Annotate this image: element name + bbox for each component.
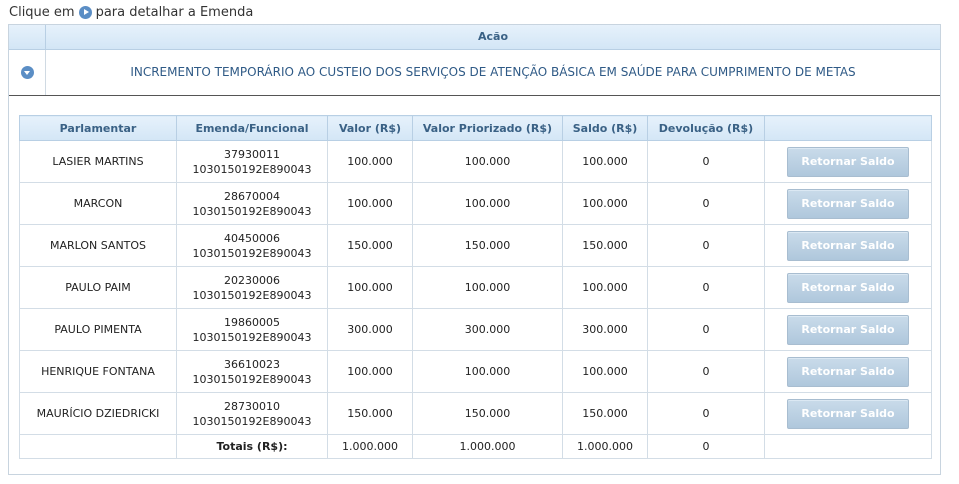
acao-header-label: Acão (477, 30, 508, 43)
saldo-cell (563, 309, 648, 351)
table-row (20, 393, 932, 435)
devolucao-cell-text: 0 (702, 197, 710, 210)
acao-header (9, 25, 940, 50)
parlamentar-cell (20, 225, 177, 267)
valor-cell (328, 141, 413, 183)
col-header-emenda: Emenda/Funcional (177, 116, 328, 141)
emenda-number: 28730010 (224, 399, 280, 413)
devolucao-cell (648, 225, 765, 267)
play-circle-icon (79, 6, 92, 19)
retornar-saldo-button[interactable]: Retornar Saldo (787, 231, 909, 261)
saldo-cell-text: 150.000 (582, 407, 628, 420)
valor-priorizado-cell (413, 183, 563, 225)
valor-priorizado-cell (413, 309, 563, 351)
funcional-code: 1030150192E890043 (192, 204, 312, 218)
parlamentar-cell-text: LASIER MARTINS (52, 155, 144, 168)
action-cell (765, 141, 932, 183)
table-row (20, 351, 932, 393)
devolucao-cell-text: 0 (702, 281, 710, 294)
valor-priorizado-cell-text: 150.000 (464, 407, 511, 420)
devolucao-cell (648, 309, 765, 351)
retornar-saldo-button[interactable]: Retornar Saldo (787, 189, 909, 219)
parlamentar-cell-text: HENRIQUE FONTANA (41, 365, 155, 378)
emenda-cell (177, 225, 328, 267)
valor-cell-text: 100.000 (347, 365, 393, 378)
total-devolucao-cell-text: 0 (702, 440, 710, 453)
emenda-number: 36610023 (224, 357, 280, 371)
total-devolucao-cell (648, 435, 765, 459)
instruction-prefix: Clique em (9, 5, 75, 20)
emenda-cell (177, 141, 328, 183)
emenda-number: 40450006 (224, 231, 280, 245)
col-header-devolucao: Devolução (R$) (648, 116, 765, 141)
saldo-cell (563, 393, 648, 435)
valor-priorizado-cell (413, 267, 563, 309)
emenda-number: 37930011 (224, 147, 280, 161)
valor-priorizado-cell-text: 300.000 (464, 323, 511, 336)
total-valor-cell (328, 435, 413, 459)
devolucao-cell (648, 393, 765, 435)
emenda-number: 19860005 (224, 315, 280, 329)
emenda-cell (177, 183, 328, 225)
action-cell (765, 267, 932, 309)
saldo-cell-text: 100.000 (582, 365, 628, 378)
retornar-saldo-button[interactable]: Retornar Saldo (787, 273, 909, 303)
valor-cell-text: 100.000 (347, 281, 393, 294)
emenda-cell (177, 351, 328, 393)
totals-label: Totais (R$): (177, 435, 328, 459)
funcional-code: 1030150192E890043 (192, 330, 312, 344)
funcional-code: 1030150192E890043 (192, 288, 312, 302)
total-priorizado-cell-text: 1.000.000 (459, 440, 516, 453)
totals-empty-cell (20, 435, 177, 459)
parlamentar-cell (20, 351, 177, 393)
emenda-number: 28670004 (224, 189, 280, 203)
total-saldo-cell (563, 435, 648, 459)
saldo-cell-text: 100.000 (582, 197, 628, 210)
parlamentar-cell-text: MAURÍCIO DZIEDRICKI (36, 407, 160, 420)
parlamentar-cell (20, 393, 177, 435)
table-row (20, 309, 932, 351)
funcional-code: 1030150192E890043 (192, 162, 312, 176)
parlamentar-cell (20, 267, 177, 309)
action-cell (765, 225, 932, 267)
saldo-cell-text: 300.000 (582, 323, 628, 336)
valor-cell (328, 267, 413, 309)
valor-cell (328, 309, 413, 351)
saldo-cell (563, 351, 648, 393)
action-cell (765, 309, 932, 351)
devolucao-cell (648, 267, 765, 309)
devolucao-cell-text: 0 (702, 239, 710, 252)
funcional-code: 1030150192E890043 (192, 246, 312, 260)
valor-cell-text: 150.000 (347, 407, 393, 420)
funcional-code: 1030150192E890043 (192, 414, 312, 428)
devolucao-cell (648, 351, 765, 393)
valor-cell-text: 150.000 (347, 239, 393, 252)
acao-panel (8, 24, 941, 475)
col-header-actions (765, 116, 932, 141)
valor-cell (328, 351, 413, 393)
valor-priorizado-cell (413, 141, 563, 183)
devolucao-cell-text: 0 (702, 365, 710, 378)
devolucao-cell-text: 0 (702, 155, 710, 168)
devolucao-cell (648, 141, 765, 183)
emendas-table (19, 115, 932, 459)
action-cell (765, 351, 932, 393)
parlamentar-cell (20, 309, 177, 351)
devolucao-cell-text: 0 (702, 407, 710, 420)
table-header-row (20, 116, 932, 141)
table-row (20, 225, 932, 267)
devolucao-cell (648, 183, 765, 225)
action-cell (765, 393, 932, 435)
funcional-code: 1030150192E890043 (192, 372, 312, 386)
totals-action-empty-cell (765, 435, 932, 459)
valor-priorizado-cell (413, 393, 563, 435)
valor-priorizado-cell-text: 100.000 (464, 197, 511, 210)
total-saldo-cell-text: 1.000.000 (577, 440, 633, 453)
instruction-text (9, 5, 253, 20)
valor-cell (328, 225, 413, 267)
table-row (20, 141, 932, 183)
valor-priorizado-cell-text: 100.000 (464, 281, 511, 294)
emenda-cell (177, 267, 328, 309)
table-row (20, 183, 932, 225)
saldo-cell-text: 150.000 (582, 239, 628, 252)
valor-priorizado-cell-text: 150.000 (464, 239, 511, 252)
devolucao-cell-text: 0 (702, 323, 710, 336)
saldo-cell-text: 100.000 (582, 155, 628, 168)
retornar-saldo-button[interactable]: Retornar Saldo (787, 315, 909, 345)
parlamentar-cell-text: PAULO PAIM (65, 281, 131, 294)
valor-priorizado-cell (413, 351, 563, 393)
valor-priorizado-cell-text: 100.000 (464, 365, 511, 378)
table-row (20, 267, 932, 309)
parlamentar-cell-text: MARCON (73, 197, 123, 210)
total-priorizado-cell (413, 435, 563, 459)
col-header-valor: Valor (R$) (328, 116, 413, 141)
retornar-saldo-button[interactable]: Retornar Saldo (787, 399, 909, 429)
emenda-cell (177, 393, 328, 435)
chevron-down-circle-icon[interactable] (21, 66, 34, 79)
instruction-suffix: para detalhar a Emenda (95, 5, 254, 20)
saldo-cell (563, 141, 648, 183)
totals-row (20, 435, 932, 459)
valor-cell-text: 100.000 (347, 155, 393, 168)
saldo-cell (563, 267, 648, 309)
saldo-cell (563, 183, 648, 225)
parlamentar-cell-text: MARLON SANTOS (49, 239, 147, 252)
valor-cell-text: 100.000 (347, 197, 393, 210)
emenda-cell (177, 309, 328, 351)
emenda-number: 20230006 (224, 273, 280, 287)
parlamentar-cell (20, 183, 177, 225)
acao-title: INCREMENTO TEMPORÁRIO AO CUSTEIO DOS SERVIÇOS DE ATENÇÃO BÁSICA EM SAÚDE PARA CUMPRIMENTO DE METAS (130, 65, 856, 79)
action-cell (765, 183, 932, 225)
parlamentar-cell (20, 141, 177, 183)
valor-cell (328, 183, 413, 225)
col-header-parlamentar: Parlamentar (20, 116, 177, 141)
total-valor-cell-text: 1.000.000 (342, 440, 398, 453)
col-header-valor-priorizado: Valor Priorizado (R$) (413, 116, 563, 141)
valor-priorizado-cell-text: 100.000 (464, 155, 511, 168)
retornar-saldo-button[interactable]: Retornar Saldo (787, 357, 909, 387)
saldo-cell (563, 225, 648, 267)
valor-priorizado-cell (413, 225, 563, 267)
col-header-saldo: Saldo (R$) (563, 116, 648, 141)
retornar-saldo-button[interactable]: Retornar Saldo (787, 147, 909, 177)
saldo-cell-text: 100.000 (582, 281, 628, 294)
acao-row (9, 50, 940, 96)
valor-cell-text: 300.000 (347, 323, 393, 336)
parlamentar-cell-text: PAULO PIMENTA (54, 323, 142, 336)
valor-cell (328, 393, 413, 435)
